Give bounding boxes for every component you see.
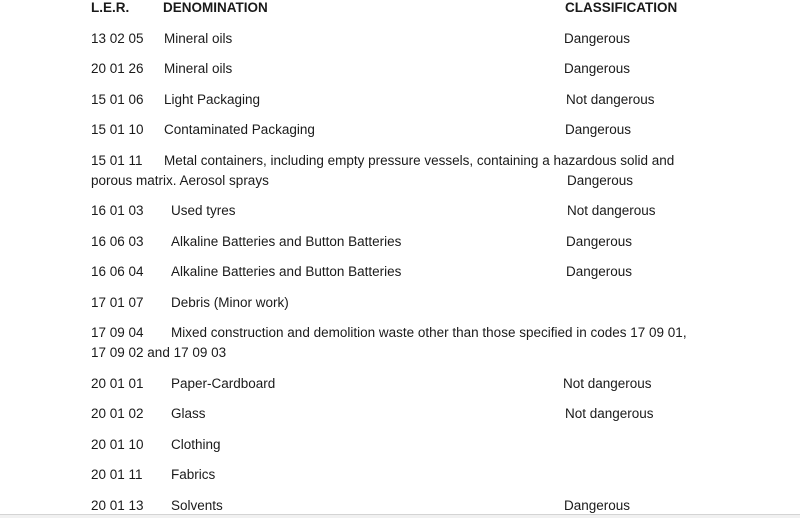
row-class: Dangerous — [566, 234, 633, 249]
header-ler: L.E.R. — [91, 0, 130, 15]
row-class: Not dangerous — [563, 376, 652, 391]
row-name: Alkaline Batteries and Button Batteries — [171, 264, 402, 279]
row-code: 15 01 06 — [91, 92, 144, 107]
header-denomination: DENOMINATION — [163, 0, 268, 15]
row-class: Dangerous — [567, 173, 634, 188]
row-name: Alkaline Batteries and Button Batteries — [171, 234, 402, 249]
row-code: 20 01 13 — [91, 498, 144, 513]
row-name: Paper-Cardboard — [171, 376, 276, 391]
row-name-continuation: porous matrix. Aerosol sprays — [91, 173, 269, 188]
row-name: Contaminated Packaging — [164, 122, 315, 137]
row-name: Glass — [171, 406, 206, 421]
row-name: Light Packaging — [164, 92, 261, 107]
row-class: Dangerous — [564, 61, 631, 76]
row-code: 20 01 26 — [91, 61, 144, 76]
row-code: 15 01 10 — [91, 122, 144, 137]
row-code: 20 01 01 — [91, 376, 144, 391]
row-name: Used tyres — [171, 203, 236, 218]
row-code: 13 02 05 — [91, 31, 144, 46]
header-classification: CLASSIFICATION — [565, 0, 678, 15]
row-code: 20 01 02 — [91, 406, 144, 421]
row-class: Dangerous — [564, 498, 631, 513]
row-class: Not dangerous — [567, 203, 656, 218]
row-class: Not dangerous — [566, 92, 655, 107]
row-code: 16 01 03 — [91, 203, 144, 218]
row-name: Mineral oils — [164, 31, 233, 46]
row-code: 16 06 04 — [91, 264, 144, 279]
row-name: Fabrics — [171, 467, 216, 482]
row-code: 20 01 11 — [91, 467, 143, 482]
row-name: Clothing — [171, 437, 221, 452]
row-class: Dangerous — [564, 31, 631, 46]
row-class: Dangerous — [566, 264, 633, 279]
row-name-continuation: 17 09 02 and 17 09 03 — [91, 345, 227, 360]
row-name: Mixed construction and demolition waste other than those specified in codes 17 09 01, — [171, 325, 687, 340]
row-code: 17 01 07 — [91, 295, 144, 310]
row-name: Solvents — [171, 498, 223, 513]
row-class: Not dangerous — [565, 406, 654, 421]
row-name: Metal containers, including empty pressure vessels, containing a hazardous solid and — [164, 153, 675, 168]
row-name: Mineral oils — [164, 61, 233, 76]
row-code: 17 09 04 — [91, 325, 144, 340]
row-code: 16 06 03 — [91, 234, 144, 249]
row-code: 20 01 10 — [91, 437, 144, 452]
row-class: Dangerous — [565, 122, 632, 137]
row-code: 15 01 11 — [91, 153, 143, 168]
row-name: Debris (Minor work) — [171, 295, 289, 310]
